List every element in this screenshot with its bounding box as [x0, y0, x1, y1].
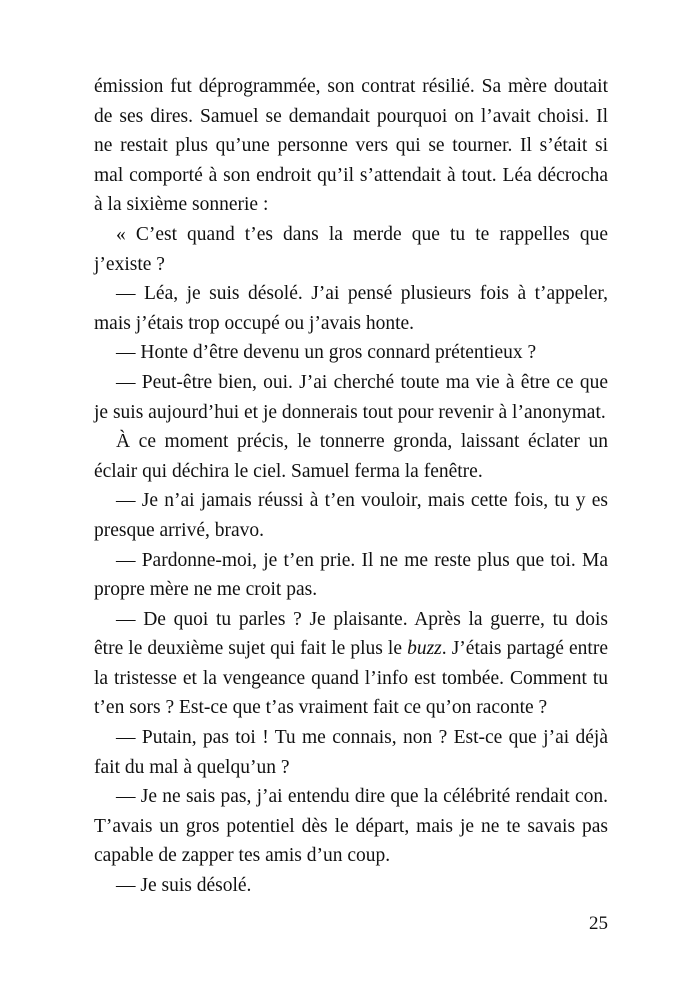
- paragraph: — Peut-être bien, oui. J’ai cherché toute ma vie à être ce que je suis aujourd’hui et je donnerais tout pour revenir à l’anonymat.: [94, 371, 608, 423]
- paragraph: — Je n’ai jamais réussi à t’en vouloir, mais cette fois, tu y es presque arrivé, bravo.: [94, 490, 608, 541]
- paragraph: — Léa, je suis désolé. J’ai pensé plusieurs fois à t’appeler, mais j’étais trop occupé ou j’avais honte.: [94, 283, 608, 334]
- paragraph: — Honte d’être devenu un gros connard prétentieux ?: [116, 342, 537, 364]
- paragraph: À ce moment précis, le tonnerre gronda, laissant éclater un éclair qui déchira le ciel. Samuel ferma la fenêtre.: [94, 431, 608, 482]
- paragraph-text: — De quoi tu parles ? Je plaisante. Après la guerre, tu dois être le deuxième sujet qui fait le plus le: [94, 608, 608, 660]
- paragraph-with-italic: [94, 605, 608, 723]
- paragraph: émission fut déprogrammée, son contrat résilié. Sa mère doutait de ses dires. Samuel se demandait pourquoi on l’avait choisi. Il ne restait plus qu’une personne vers qui se tourner. Il s’était si mal comporté à son endroit qu’il s’attendait à tout. Léa décrocha à la sixième sonnerie :: [94, 76, 608, 216]
- paragraph: — Je ne sais pas, j’ai entendu dire que la célébrité rendait con. T’avais un gros potentiel dès le départ, mais je ne te savais pas capable de zapper tes amis d’un coup.: [94, 786, 608, 867]
- paragraph: « C’est quand t’es dans la merde que tu te rappelles que j’existe ?: [94, 223, 608, 275]
- paragraph: — Pardonne-moi, je t’en prie. Il ne me reste plus que toi. Ma propre mère ne me croit pas.: [94, 549, 608, 601]
- page-number: 25: [589, 913, 608, 934]
- paragraph: — Je suis désolé.: [116, 875, 252, 897]
- paragraph-text: . J’étais partagé entre la tristesse et la vengeance quand l’info est tombée. Comment tu t’en sors ? Est-ce que t’as vraiment fait ce qu’on raconte ?: [94, 638, 609, 719]
- italic-word: buzz: [407, 638, 442, 660]
- body-text: [94, 72, 608, 901]
- paragraph: — Putain, pas toi ! Tu me connais, non ? Est-ce que j’ai déjà fait du mal à quelqu’un ?: [94, 727, 608, 778]
